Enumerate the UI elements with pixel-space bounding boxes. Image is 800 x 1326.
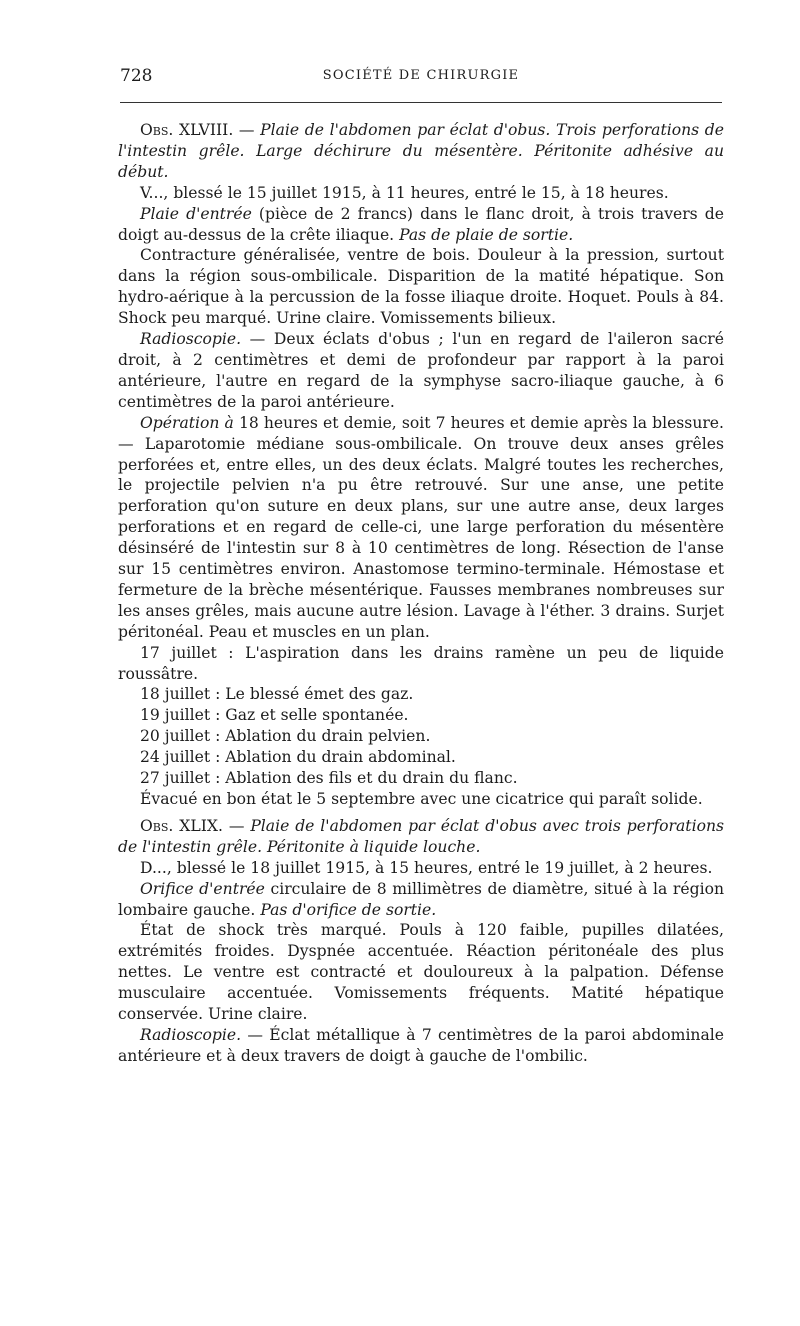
obs48-radioscopy-text: — Deux éclats d'obus ; l'un en regard de l'aileron sacré droit, à 2 centimètres et demi de profondeur par rapport à la paroi antérieure, l'autre en regard de la symphyse sacro-iliaque gauche, à 6 centimètres de la paroi antérieure. [118, 330, 724, 411]
obs49-entry-wound-text: circulaire de 8 millimètres de diamètre, situé à la région lombaire gauche. [118, 879, 724, 919]
obs48-operation-label: Opération à [140, 413, 234, 432]
obs49-title: Plaie de l'abdomen par éclat d'obus avec trois perforations de l'intestin grêle. Péritonite à liquide louche. [118, 816, 724, 856]
obs48-day-entry: 17 juillet : L'aspiration dans les drains ramène un peu de liquide roussâtre. [118, 643, 724, 683]
body-text [118, 120, 724, 1067]
obs49-heading [118, 816, 724, 858]
obs48-label: Obs. XLVIII. — [140, 121, 261, 139]
obs48-entry-wound-text: (pièce de 2 francs) dans le flanc droit, à trois travers de doigt au-dessus de la crête iliaque. [118, 204, 724, 244]
obs49-entry-wound-label: Orifice d'entrée [140, 879, 265, 898]
obs48-heading [118, 120, 724, 183]
page-number: 728 [120, 66, 153, 86]
obs48-paragraph: Évacué en bon état le 5 septembre avec une cicatrice qui paraît solide. [140, 790, 703, 808]
obs48-day-entry: 19 juillet : Gaz et selle spontanée. [140, 706, 409, 725]
obs49-radioscopy-text: — Éclat métallique à 7 centimètres de la paroi abdominale antérieure et à deux travers de doigt à gauche de l'ombilic. [118, 1025, 724, 1065]
page-header [120, 66, 722, 90]
obs48-paragraph [118, 204, 724, 246]
header-rule [120, 102, 722, 103]
obs49-paragraph [118, 1025, 724, 1067]
obs49-label: Obs. XLIX. — [140, 816, 251, 835]
obs48-paragraph: V..., blessé le 15 juillet 1915, à 11 heures, entré le 15, à 18 heures. [140, 183, 669, 202]
obs48-day-entry: 27 juillet : Ablation des fils et du drain du flanc. [140, 769, 518, 788]
obs48-operation-text: 18 heures et demie, soit 7 heures et demie après la blessure. — Laparotomie médiane sous-ombilicale. On trouve deux anses grêles perforées et, entre elles, un des deux éclats. Malgré toutes les recherches, le projectile pelvien n'a pu être retrouvé. Sur une anse, une petite perforation qu'on suture en deux plans, sur une autre anse, deux larges perforations et en regard de celle-ci, une large perforation du mésentère désinséré de l'intestin sur 8 à 10 centimètres de long. Résection de l'anse sur 15 centimètres environ. Anastomose termino-terminale. Hémostase et fermeture de la brèche mésentérique. Fausses membranes nombreuses sur les anses grêles, mais aucune autre lésion. Lavage à l'éther. 3 drains. Surjet péritonéal. Peau et muscles en un plan. [118, 413, 724, 641]
obs48-radioscopy-label: Radioscopie. [140, 330, 242, 349]
obs48-day-entry: 24 juillet : Ablation du drain abdominal. [140, 748, 456, 767]
obs48-paragraph: Contracture généralisée, ventre de bois. Douleur à la pression, surtout dans la région sous-ombilicale. Disparition de la matité hépatique. Son hydro-aérique à la percussion de la fosse iliaque droite. Hoquet. Pouls à 84. Shock peu marqué. Urine claire. Vomissements bilieux. [118, 246, 724, 328]
obs49-paragraph: D..., blessé le 18 juillet 1915, à 15 heures, entré le 19 juillet, à 2 heures. [140, 858, 713, 877]
obs48-day-entry: 18 juillet : Le blessé émet des gaz. [140, 685, 414, 704]
obs48-paragraph [118, 329, 724, 413]
obs49-radioscopy-label: Radioscopie. [140, 1025, 242, 1044]
obs49-paragraph [118, 879, 724, 921]
obs48-title: Plaie de l'abdomen par éclat d'obus. Trois perforations de l'intestin grêle. Large déchirure du mésentère. Péritonite adhésive au début. [118, 121, 724, 181]
obs48-no-exit-wound: Pas de plaie de sortie. [399, 225, 574, 244]
obs49-no-exit-wound: Pas d'orifice de sortie. [260, 900, 437, 919]
running-title: SOCIÉTÉ DE CHIRURGIE [322, 68, 520, 83]
obs48-paragraph [118, 413, 724, 643]
obs49-paragraph: État de shock très marqué. Pouls à 120 faible, pupilles dilatées, extrémités froides. Dyspnée accentuée. Réaction péritonéale des plus nettes. Le ventre est contracté et douloureux à la palpation. Défense musculaire accentuée. Vomissements fréquents. Matité hépatique conservée. Urine claire. [118, 921, 724, 1024]
obs48-day-entry: 20 juillet : Ablation du drain pelvien. [140, 727, 431, 746]
obs48-entry-wound-label: Plaie d'entrée [140, 204, 252, 223]
